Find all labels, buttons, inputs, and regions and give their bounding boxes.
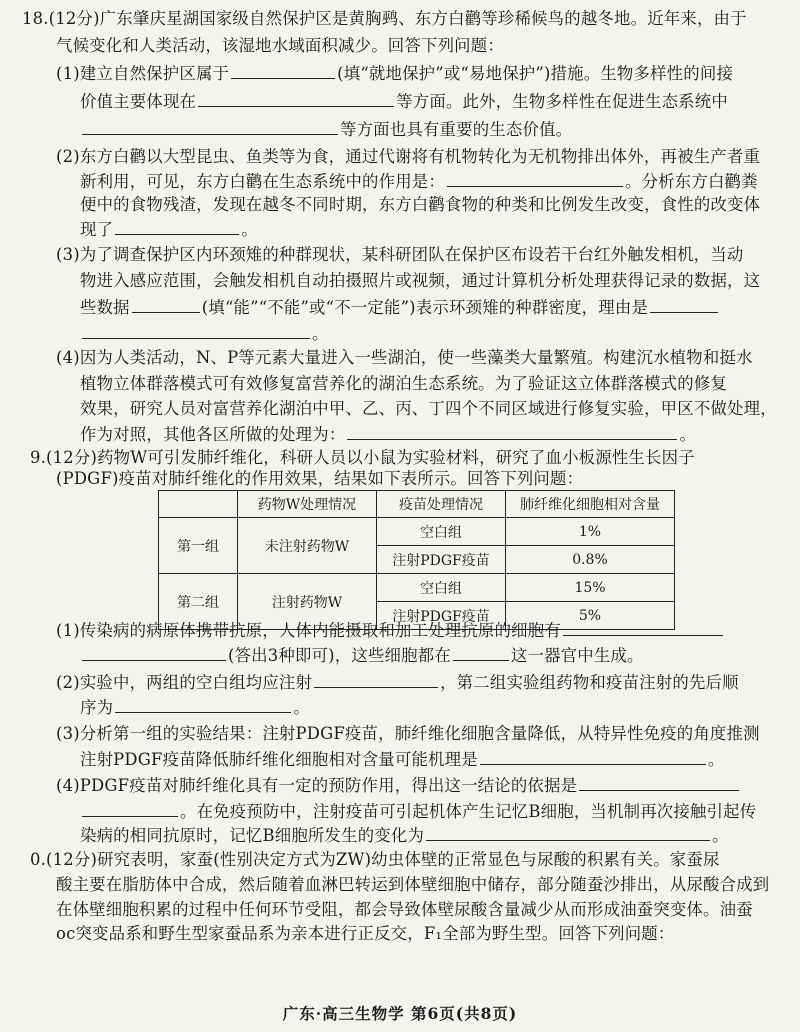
q18-p1-text-e: 等方面也具有重要的生态价值。 <box>340 120 573 139</box>
results-table <box>158 490 675 630</box>
answer-blank[interactable] <box>426 824 710 841</box>
q18-p4-text-d: 作为对照，其他各区所做的处理为： <box>80 425 346 444</box>
answer-blank[interactable] <box>231 62 335 79</box>
q19-part3-line1: (3)分析第一组的实验结果：注射PDGF疫苗，肺纤维化细胞含量降低，从特异性免疫的角度推测 <box>56 724 760 743</box>
q19-p2-text-d: 。 <box>293 698 310 717</box>
value-cell: 5% <box>506 602 675 630</box>
q18-p2-text-b: 新利用，可见，东方白鹳在生态系统中的作用是： <box>80 172 445 191</box>
value-cell: 15% <box>506 574 675 602</box>
q18-p2-text-e: 现了 <box>80 220 114 239</box>
answer-blank[interactable] <box>115 696 291 713</box>
q18-part4-line3: 效果，研究人员对富营养化湖泊中甲、乙、丙、丁四个不同区域进行修复实验，甲区不做处理， <box>80 399 777 418</box>
q19-part4-line3 <box>80 824 729 847</box>
q18-line-1: 18.(12分)广东肇庆星湖国家级自然保护区是黄胸鹀、东方白鹳等珍稀候鸟的越冬地。近年来，由于 <box>22 9 747 28</box>
table-row <box>159 574 675 602</box>
q19-line-1: 9.(12分)药物W可引发肺纤维化，科研人员以小鼠为实验材料，研究了血小板源性生长因子 <box>30 448 695 467</box>
value-cell: 0.8% <box>506 546 675 574</box>
q19-part4-line1 <box>56 774 741 797</box>
q19-p1-text-a: (1)传染病的病原体携带抗原，人体内能摄取和加工处理抗原的细胞有 <box>56 621 561 640</box>
q18-p2-text-f: 。 <box>241 220 258 239</box>
q18-part2-line3: 便中的食物残渣，发现在越冬不同时期，东方白鹳食物的种类和比例发生改变，食性的改变体 <box>80 195 761 214</box>
q18-part4-line2: 植物立体群落模式可有效修复富营养化的湖泊生态系统。为了验证这立体群落模式的修复 <box>80 374 728 393</box>
answer-blank[interactable] <box>579 774 739 791</box>
q18-part2-line2 <box>80 170 758 193</box>
q18-p4-text-e: 。 <box>679 425 697 444</box>
answer-blank[interactable] <box>453 644 509 661</box>
vaccine-cell: 注射PDGF疫苗 <box>377 546 506 574</box>
answer-blank[interactable] <box>198 90 394 107</box>
table-header-cell: 药物W处理情况 <box>238 491 377 518</box>
drug-cell: 注射药物W <box>238 574 377 630</box>
q18-part2-line1: (2)东方白鹳以大型昆虫、鱼类等为食，通过代谢将有机物转化为无机物排出体外，再被生产者重 <box>56 147 761 166</box>
q19-part4-line2 <box>80 800 756 823</box>
answer-blank[interactable] <box>82 800 178 817</box>
answer-blank[interactable] <box>563 619 723 636</box>
answer-blank[interactable] <box>82 322 310 339</box>
q19-p1-text-c: 这一器官中生成。 <box>510 646 644 665</box>
q19-line-2: (PDGF)疫苗对肺纤维化的作用效果，结果如下表所示。回答下列问题： <box>56 469 584 488</box>
q18-part3-line1: (3)为了调查保护区内环颈雉的种群现状，某科研团队在保护区布设若干台红外触发相机，当动 <box>56 245 744 264</box>
q18-p1-text-a: (1)建立自然保护区属于 <box>56 64 230 83</box>
q19-p4-text-a: (4)PDGF疫苗对肺纤维化具有一定的预防作用，得出这一结论的依据是 <box>56 776 578 795</box>
q18-p1-text-b: (填“就地保护”或“易地保护”)措施。生物多样性的间接 <box>337 64 734 83</box>
q19-p2-text-b: ，第二组实验组药物和疫苗注射的先后顺 <box>440 673 739 692</box>
q18-p1-text-d: 等方面。此外，生物多样性在促进生态系统中 <box>396 92 728 111</box>
q19-part2-line1 <box>56 671 739 694</box>
answer-blank[interactable] <box>447 170 623 187</box>
q20-line-4: oc突变品系和野生型家蚕品系为亲本进行正反交，F₁全部为野生型。回答下列问题： <box>56 924 675 943</box>
q19-part1-line2 <box>80 644 644 667</box>
q19-p4-text-d: 。 <box>712 826 729 845</box>
vaccine-cell: 注射PDGF疫苗 <box>377 602 506 630</box>
table-row <box>159 518 675 546</box>
q18-part4-line4 <box>80 423 696 446</box>
q18-part1-line1 <box>56 62 733 85</box>
q18-part3-line4 <box>80 322 329 345</box>
answer-blank[interactable] <box>347 423 677 440</box>
q19-p4-text-b: 。在免疫预防中，注射疫苗可引起机体产生记忆B细胞，当机制再次接触引起传 <box>180 802 757 821</box>
q20-line-3: 在体壁细胞积累的过程中任何环节受阻，都会导致体壁尿酸含量减少从而形成油蚕突变体。油蚕 <box>56 900 753 919</box>
vaccine-cell: 空白组 <box>377 574 506 602</box>
q18-p1-text-c: 价值主要体现在 <box>80 92 197 111</box>
q19-p4-text-c: 染病的相同抗原时，记忆B细胞所发生的变化为 <box>80 826 425 845</box>
answer-blank[interactable] <box>314 671 438 688</box>
group-cell: 第一组 <box>159 518 238 574</box>
answer-blank[interactable] <box>132 296 200 313</box>
page-footer: 广东·高三生物学 第6页(共8页) <box>282 1004 518 1023</box>
vaccine-cell: 空白组 <box>377 518 506 546</box>
q18-part4-line1: (4)因为人类活动，N、P等元素大量进入一些湖泊，使一些藻类大量繁殖。构建沉水植物和挺水 <box>56 348 753 367</box>
q19-part3-line2 <box>80 748 724 771</box>
q18-part3-line3 <box>80 296 720 319</box>
q19-p2-text-a: (2)实验中，两组的空白组均应注射 <box>56 673 313 692</box>
q20-line-2: 酸主要在脂肪体中合成，然后随着血淋巴转运到体壁细胞中储存，部分随蚕沙排出，从尿酸合成到 <box>56 875 770 894</box>
q18-part3-line2: 物进入感应范围，会触发相机自动拍摄照片或视频，通过计算机分析处理获得记录的数据，这 <box>80 271 761 290</box>
answer-blank[interactable] <box>115 218 239 235</box>
q18-line-2: 气候变化和人类活动，该湿地水域面积减少。回答下列问题： <box>56 36 504 55</box>
table-header-cell <box>159 491 238 518</box>
q18-part1-line3 <box>80 118 572 141</box>
answer-blank[interactable] <box>82 118 338 135</box>
q18-p3-text-e: 。 <box>312 324 329 343</box>
q19-p3-text-c: 。 <box>707 750 725 769</box>
value-cell: 1% <box>506 518 675 546</box>
q19-part2-line2 <box>80 696 310 719</box>
drug-cell: 未注射药物W <box>238 518 377 574</box>
table-header-row <box>159 491 675 518</box>
q18-part2-line4 <box>80 218 258 241</box>
table-header-cell: 肺纤维化细胞相对含量 <box>506 491 675 518</box>
q19-p3-text-b: 注射PDGF疫苗降低肺纤维化细胞相对含量可能机理是 <box>80 750 478 769</box>
q18-p3-text-c: 些数据 <box>80 298 130 317</box>
q19-p2-text-c: 序为 <box>80 698 114 717</box>
q18-p3-text-d: (填“能”“不能”或“不一定能”)表示环颈雉的种群密度，理由是 <box>201 298 649 317</box>
q18-part1-line2 <box>80 90 728 113</box>
q19-part1-line1 <box>56 619 725 642</box>
group-cell: 第二组 <box>159 574 238 630</box>
q19-p1-text-b: (答出3种即可)，这些细胞都在 <box>228 646 451 665</box>
answer-blank[interactable] <box>480 748 706 765</box>
answer-blank[interactable] <box>650 296 718 313</box>
q20-line-1: 0.(12分)研究表明，家蚕(性别决定方式为ZW)幼虫体壁的正常显色与尿酸的积累有关。家蚕尿 <box>30 850 720 869</box>
q18-p2-text-c: 。分析东方白鹳粪 <box>625 172 758 191</box>
table-header-cell: 疫苗处理情况 <box>377 491 506 518</box>
answer-blank[interactable] <box>82 644 226 661</box>
